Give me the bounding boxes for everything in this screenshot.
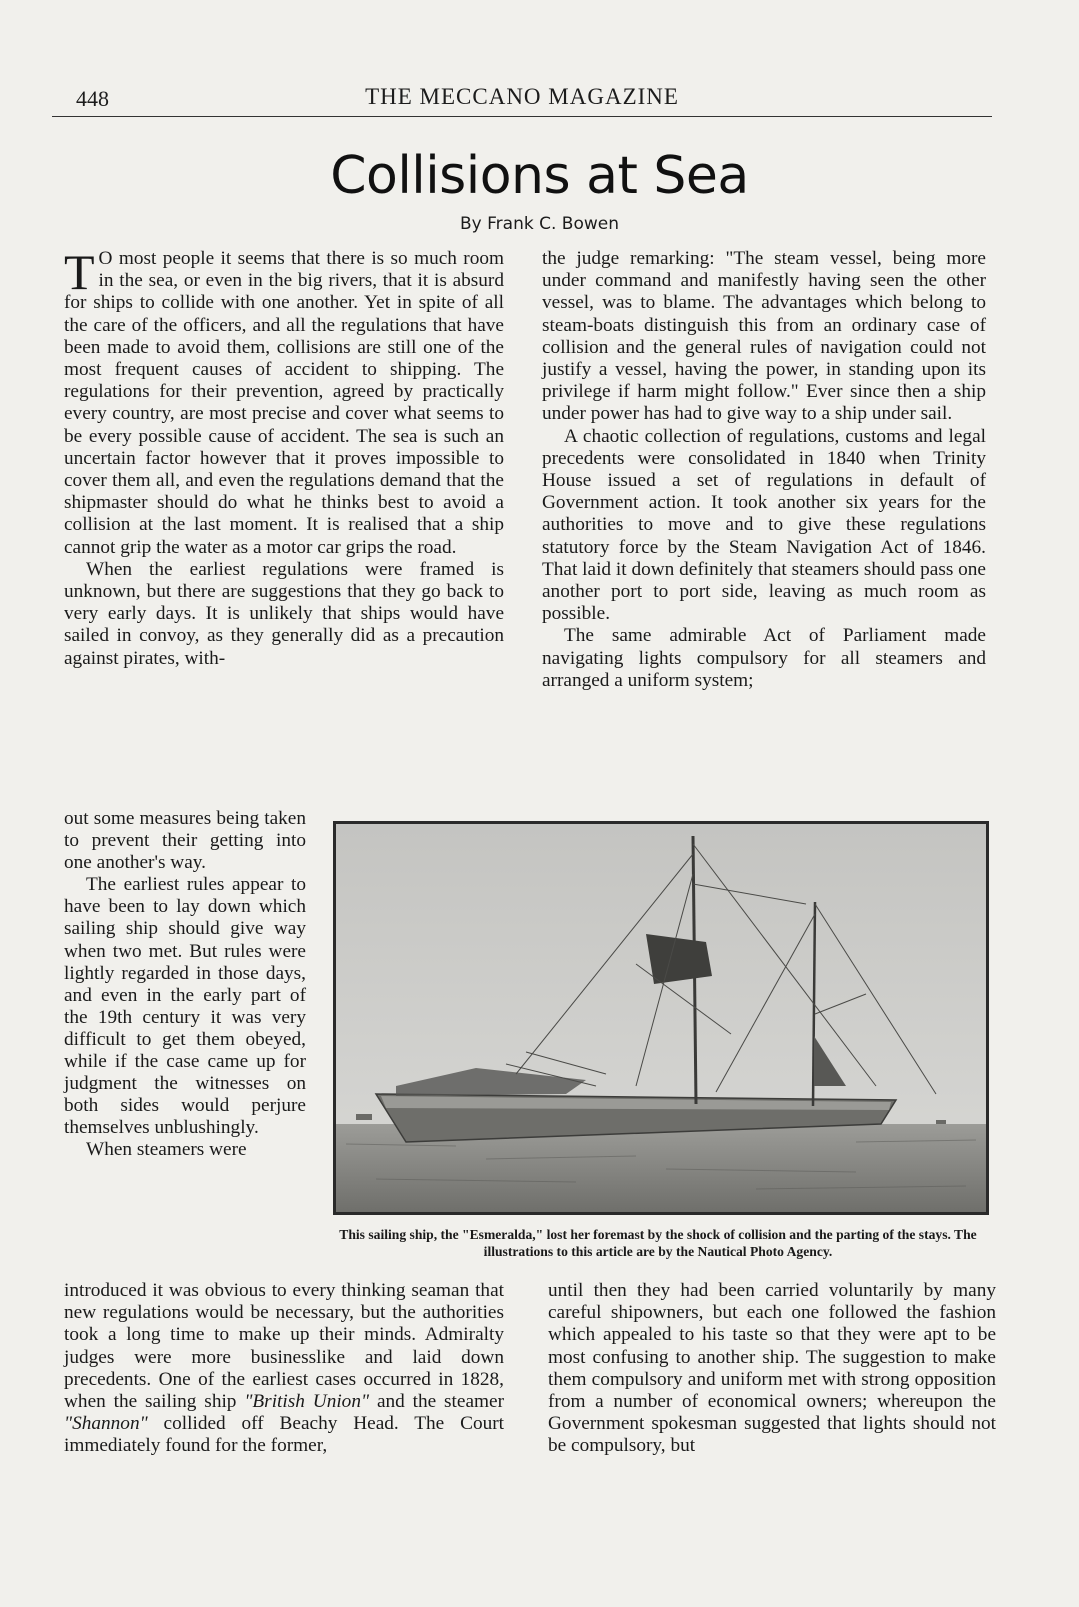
magazine-title: THE MECCANO MAGAZINE bbox=[365, 84, 679, 109]
paragraph-text: collided off Beachy Head. The Court immediately found for the former, bbox=[64, 1413, 504, 1457]
right-column-bottom bbox=[548, 1280, 996, 1458]
paragraph: The same admirable Act of Parliament made navigating lights compulsory for all steamers and arranged a uniform system; bbox=[542, 625, 986, 691]
ship-name: "Shannon" bbox=[64, 1413, 148, 1435]
paragraph: When steamers were bbox=[86, 1139, 247, 1161]
paragraph-text: and the steamer bbox=[369, 1391, 505, 1413]
paragraph: until then they had been carried voluntarily by many careful shipowners, but each one followed the fashion which appealed to his taste so that they were apt to be most confusing to another ship. The suggestion to make them compulsory and uniform met with strong opposition from a number of economical owners; whereupon the Government spokesman suggested that lights should not be compulsory, but bbox=[548, 1280, 996, 1457]
ship-name: "British Union" bbox=[244, 1391, 370, 1413]
drop-cap: T bbox=[64, 244, 95, 300]
left-column-bottom bbox=[64, 1280, 504, 1458]
article-title: Collisions at Sea bbox=[330, 146, 749, 206]
paragraph-text: introduced it was obvious to every thinking seaman that new regulations would be necessary, but the authorities took a long time to make up their minds. Admiralty judges were more businesslike and laid down precedents. One of the earliest cases occurred in 1828, when the sailing ship bbox=[64, 1280, 504, 1413]
article-byline: By Frank C. Bowen bbox=[460, 214, 619, 234]
right-column-top bbox=[542, 248, 986, 692]
sailing-ship-illustration bbox=[336, 824, 986, 1212]
paragraph: When the earliest regulations were framed is unknown, but there are suggestions that they go back to very early days. It is unlikely that ships would have sailed in convoy, as they generally did as a precaution against pirates, with- bbox=[64, 558, 504, 669]
torn-sail bbox=[646, 934, 712, 984]
left-column-narrow bbox=[64, 808, 306, 1162]
photo-caption bbox=[325, 1226, 991, 1260]
left-column-top bbox=[64, 244, 504, 670]
paragraph bbox=[64, 1280, 504, 1458]
paragraph-text: O most people it seems that there is so much room in the sea, or even in the big rivers, that it is absurd for ships to collide with one another. Yet in spite of all the care of the officers, and all the regulations that have been made to avoid them, collisions are still one of the most frequent causes of accident to shipping. The regulations for their prevention, agreed by practically every country, are most precise and cover what seems to be every possible cause of accident. The sea is such an uncertain factor however that it proves impossible to cover them all, and even the regulations demand that the shipmaster should do what he thinks best to avoid a collision at the last moment. It is realised that a ship cannot grip the water as a motor car grips the road. bbox=[64, 248, 504, 558]
caption-text: This sailing ship, the "Esmeralda," lost her foremast by the shock of collision and the parting of the stays. The illustrations to this article are by the Nautical Photo Agency. bbox=[339, 1227, 977, 1259]
paragraph: A chaotic collection of regulations, customs and legal precedents were consolidated in 1840 when Trinity House issued a set of regulations in default of Government action. It took another six years for the authorities to move and to give these regulations statutory force by the Steam Navigation Act of 1846. That laid it down definitely that steamers should pass one another port to port side, leaving as much room as possible. bbox=[542, 425, 986, 625]
page-number: 448 bbox=[76, 86, 109, 111]
paragraph: out some measures being taken to prevent their getting into one another's way. bbox=[64, 808, 306, 874]
paragraph bbox=[64, 244, 504, 559]
distant-ship bbox=[356, 1114, 372, 1120]
paragraph: the judge remarking: "The steam vessel, being more under command and manifestly having seen the other vessel, was to blame. The advantages which belong to steam-boats distinguish this from an ordinary case of collision and the general rules of navigation could not justify a vessel, having the power, in standing upon its privilege if harm might follow." Ever since then a ship under power has had to give way to a ship under sail. bbox=[542, 248, 986, 425]
distant-ship bbox=[936, 1120, 946, 1124]
page-header bbox=[52, 82, 992, 117]
paragraph: The earliest rules appear to have been to lay down which sailing ship should give way when two met. But rules were lightly regarded in those days, and even in the early part of the 19th century it was very difficult to get them obeyed, while if the case came up for judgment the witnesses on both sides would perjure themselves unblushingly. bbox=[64, 874, 306, 1139]
ship-photo bbox=[333, 821, 989, 1215]
